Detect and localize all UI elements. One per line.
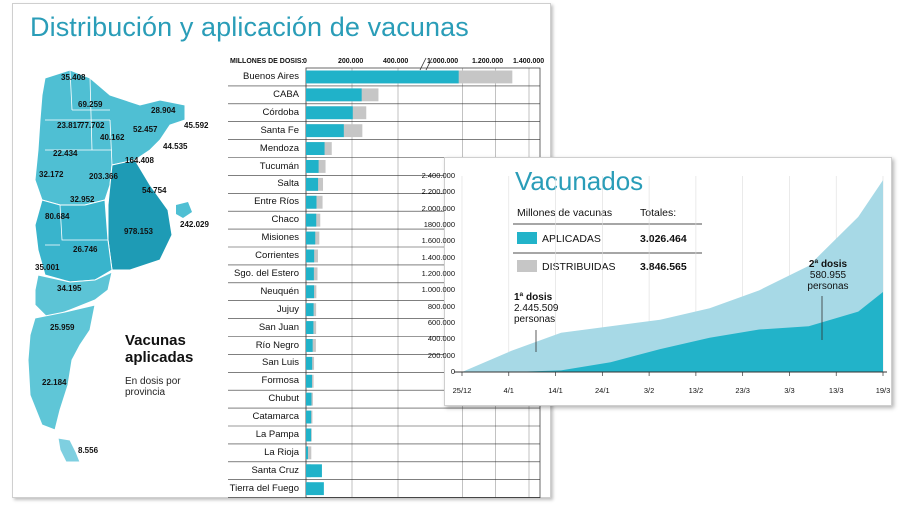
- x-tick-label: 13/2: [688, 386, 704, 395]
- legend-total-aplicadas: 3.026.464: [640, 233, 687, 245]
- map-value-label: 164.408: [125, 156, 154, 165]
- bar-category-label: La Pampa: [255, 429, 299, 440]
- bar-category-label: San Luis: [262, 357, 299, 369]
- x-tick-label: 25/12: [452, 386, 472, 395]
- bar-category-label: Santa Fe: [260, 124, 299, 136]
- y-tick-label: 2.400.000: [421, 171, 455, 180]
- bar-category-label: Río Negro: [255, 339, 299, 351]
- bar-category-label: Tierra del Fuego: [229, 482, 299, 494]
- bar-category-label: Tucumán: [259, 160, 299, 172]
- bar-tick-label: 200.000: [338, 58, 364, 65]
- legend-total-distribuidas: 3.846.565: [640, 261, 687, 273]
- y-tick-label: 1.400.000: [421, 252, 455, 262]
- y-tick-label: 400.000: [427, 334, 455, 344]
- map-value-label: 203.366: [89, 172, 118, 181]
- map-value-label: 35.001: [35, 263, 60, 272]
- y-tick-label: 1.200.000: [421, 269, 455, 278]
- map-value-label: 25.959: [50, 323, 75, 332]
- bar-tick-label: 1.200.000: [472, 58, 504, 65]
- y-tick-label: 0: [450, 367, 455, 376]
- map-value-label: 28.904: [151, 106, 176, 115]
- bar-category-label: La Rioja: [264, 446, 299, 458]
- bar-category-label: Mendoza: [259, 142, 299, 154]
- bar-axis-title: MILLONES DE DOSIS:: [230, 58, 304, 65]
- annotation-first-dose-title: 1ª dosis: [514, 292, 553, 303]
- bar-category-label: Catamarca: [252, 411, 299, 423]
- map-value-label: 978.153: [124, 227, 153, 236]
- bar-category-label: Buenos Aires: [243, 71, 299, 82]
- y-tick-label: 1800.000: [423, 220, 455, 229]
- bar-category-label: CABA: [273, 88, 299, 100]
- map-value-label: 34.195: [57, 284, 82, 293]
- annotation-first-dose: [514, 292, 559, 325]
- y-tick-label: 2.200.000: [421, 187, 455, 197]
- annotation-first-dose-value: 2.445.509: [514, 303, 559, 314]
- annotation-second-dose-title: 2ª dosis: [808, 259, 848, 270]
- map-value-label: 44.535: [163, 142, 188, 151]
- bar-category-label: San Juan: [258, 321, 299, 333]
- map-value-label: 32.172: [39, 170, 64, 179]
- y-tick-label: 2.000.000: [421, 203, 455, 213]
- x-tick-label: 19/3: [875, 386, 891, 395]
- x-tick-label: 24/1: [595, 386, 610, 395]
- map-value-label: 23.817: [57, 121, 82, 130]
- bar-category-label: Chubut: [268, 393, 299, 405]
- vacunados-title: Vacunados: [515, 166, 644, 196]
- x-tick-label: 3/2: [643, 386, 655, 395]
- annotation-second-dose: [798, 259, 858, 292]
- map-value-label: 22.184: [42, 378, 67, 387]
- legend-label-distribuidas: DISTRIBUIDAS: [542, 261, 616, 273]
- bar-category-label: Sgo. del Estero: [234, 267, 299, 279]
- map-value-label: 52.457: [133, 125, 158, 134]
- bar-category-label: Formosa: [261, 375, 299, 387]
- map-value-label: 22.434: [53, 149, 78, 158]
- map-title-line1: Vacunas: [125, 332, 186, 349]
- map-value-label: 8.556: [78, 446, 99, 455]
- map-value-label: 35.408: [61, 73, 86, 82]
- bar-category-label: Salta: [277, 178, 299, 190]
- map-value-label: 77.702: [80, 121, 105, 130]
- x-tick-label: 14/1: [548, 386, 563, 395]
- totals-header: Totales:: [640, 207, 677, 219]
- x-tick-label: 4/1: [503, 386, 514, 395]
- map-title-line2: aplicadas: [125, 349, 194, 366]
- bar-category-label: Córdoba: [262, 106, 299, 118]
- x-tick-label: 23/3: [735, 386, 750, 395]
- x-tick-label: 3/3: [784, 386, 795, 395]
- bar-category-label: Misiones: [261, 232, 299, 244]
- y-tick-label: 200.000: [427, 350, 455, 360]
- bar-tick-label: 1.000.000: [427, 58, 459, 65]
- bar-category-label: Santa Cruz: [251, 464, 299, 476]
- y-tick-label: 1.600.000: [421, 236, 455, 246]
- annotation-first-dose-unit: personas: [514, 314, 556, 325]
- map-value-label: 54.754: [142, 186, 167, 195]
- bar-tick-label: 0: [303, 58, 307, 65]
- bar-tick-label: 400.000: [383, 58, 409, 65]
- map-subtitle-line1: En dosis por: [125, 376, 181, 387]
- bar-tick-label: 1.400.000: [513, 58, 545, 65]
- map-value-label: 40.162: [100, 133, 125, 142]
- map-value-label: 242.029: [180, 220, 209, 229]
- bar-category-label: Neuquén: [260, 285, 299, 297]
- y-tick-label: 1.000.000: [421, 285, 455, 295]
- y-tick-label: 800.000: [427, 301, 455, 311]
- map-subtitle-line2: provincia: [125, 387, 166, 398]
- map-value-label: 45.592: [184, 121, 209, 130]
- annotation-second-dose-value: 580.955: [809, 270, 847, 281]
- bar-category-label: Jujuy: [276, 303, 299, 315]
- legend-header: Millones de vacunas: [517, 207, 613, 219]
- x-tick-label: 13/3: [828, 386, 844, 395]
- map-value-label: 69.259: [78, 100, 103, 109]
- map-value-label: 80.684: [45, 212, 70, 221]
- bar-category-label: Corrientes: [255, 250, 299, 261]
- map-value-label: 26.746: [73, 245, 98, 254]
- bar-category-label: Entre Ríos: [254, 196, 299, 208]
- legend-label-aplicadas: APLICADAS: [542, 233, 601, 245]
- page-title: Distribución y aplicación de vacunas: [30, 12, 469, 42]
- y-tick-label: 600.000: [427, 318, 455, 327]
- map-value-label: 32.952: [70, 195, 95, 204]
- bar-category-label: Chaco: [271, 214, 299, 226]
- annotation-second-dose-unit: personas: [807, 281, 849, 292]
